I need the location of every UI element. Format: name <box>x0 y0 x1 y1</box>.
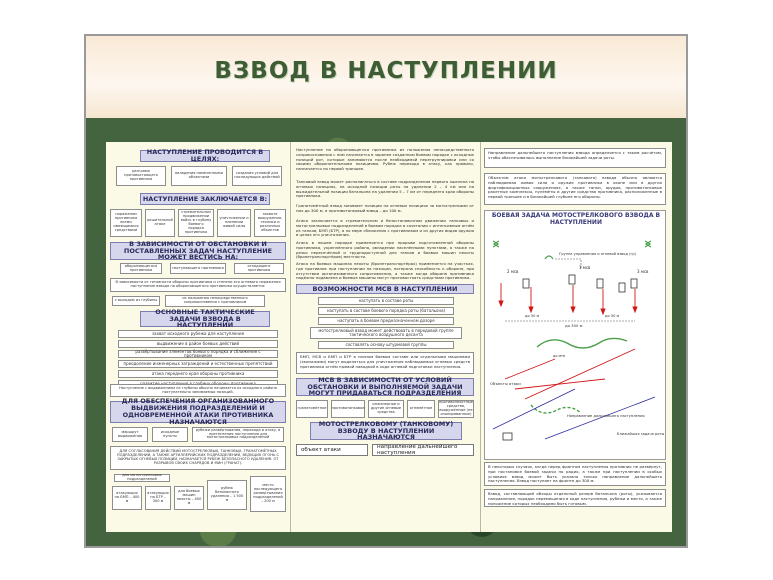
paragraph: Объектом атаки мотострелкового (танкового) взвода обычно являются наблюдаемая живая сила и оружие противника в окопе или в других фортификационных сооружениях, а также танки, орудия, противотанковые ракетные комплексы, пулемёты и другие средства противника, расположенные в первой траншее и в ближайшей глубине его обороны. <box>484 173 666 205</box>
paragraph: Атака заключается в стремительном и безостановочном движении танковых и мотострелковых подразделений в боевом порядке в сочетании с интенсивным огнём из танков, БМП (БТР), а по мере сближения с противником и из других видов оружия в целях его уничтожения. <box>296 219 474 238</box>
advance-item: маршрут выдвижения <box>112 427 148 442</box>
advance-note: ДЛЯ СОГЛАСОВАНИЯ ДЕЙСТВИЙ МОТОСТРЕЛКОВЫХ, ТАНКОВЫХ, ГРАНАТОМЁТНЫХ ПОДРАЗДЕЛЕНИЙ, А ТАКЖЕ АРТИЛЛЕРИЙСКИХ ПОДРАЗДЕЛЕНИЙ, ВЕДУЩИХ ОГОНЬ С ЗАКРЫТЫХ ОГНЕВЫХ ПОЗИЦИЙ, НАЗНАЧАЕТСЯ РУБЕЖ БЕЗОПАСНОГО УДАЛЕНИЯ. ОТ РАЗРЫВОВ СВОИХ СНАРЯДОВ И МИН (ГРАНАТ). <box>110 446 286 470</box>
route-lines <box>505 259 635 321</box>
msv-item: наступать в составе боевого порядка роты (батальона) <box>318 307 454 315</box>
next-direction-label: Направление дальнейшего наступления <box>567 414 645 418</box>
route-label: Группа управления и огневой взвод (гр) <box>559 252 637 256</box>
advance-item: рубежи развёртывания, перехода в атаку, в претеснения наступления для мотострелковых подразделений <box>192 427 284 442</box>
essence-item: решительной атаке <box>145 209 175 237</box>
terrain <box>531 338 627 413</box>
task-item: выдвижение в район боевых действий <box>118 340 278 348</box>
assign-item: объект атаки <box>296 444 368 456</box>
near-task-label: Ближайшая задача роты <box>617 432 665 436</box>
essence-item: поражении противника всеми имеющимися средствами <box>110 209 142 237</box>
distance-label: до 50 м <box>525 314 540 318</box>
attach-item: инженерное и другие огневые средства <box>368 400 404 418</box>
attack-arrows <box>499 283 637 314</box>
advance-heading: ДЛЯ ОБЕСПЕЧЕНИЯ ОРГАНИЗОВАННОГО ВЫДВИЖЕНИЯ ПОДРАЗДЕЛЕНИЙ И ОДНОВРЕМЕННОЙ АТАКИ ПРОТИВНИКА НАЗНАЧАЮТСЯ <box>110 401 286 423</box>
paragraph: Взвод, составляющий обходы отдельный резерв батальона (роты), указывается направление, порядок перемещения в ходе наступления, рубежи и место, а также положение которых необходимо быть готовым. <box>484 489 666 507</box>
distances-heading: для мотострелковых подразделений <box>114 474 170 482</box>
distance-item: для боевых машин пехоты – 400 м <box>174 486 204 510</box>
msv-item: наступать в боевом предназначенном дозоре <box>318 317 454 325</box>
paragraph: В некоторых случаях, когда перед фронтом наступления противник не развёрнут, при постановке боевой задачи по радио, а также при наступлении в особых условиях взвод может быть указано только направление дальнейшего наступления. Взвод наступает на фронте до 300 м. <box>484 462 666 486</box>
attach-item: гранатомётное <box>296 400 328 418</box>
goal-item: разгрома противостоящего противника <box>116 166 166 186</box>
conditions-note: В зависимости от готовности обороны противника и степени его огневого поражения наступление взвода на обороняющегося противника осуществляется: <box>110 278 286 292</box>
attach-item: противопехотные средства, вооружённые (не изолированные) <box>438 400 474 418</box>
advance-item: исходные пункты <box>152 427 188 442</box>
distance-item: атакующих на БМП – 400 м <box>112 486 142 510</box>
attach-heading: МСВ В ЗАВИСИМОСТИ ОТ УСЛОВИЙ ОБСТАНОВКИ И ВЫПОЛНЯЕМОЙ ЗАДАЧИ МОГУТ ПРИДАВАТЬСЯ ПОДРАЗДЕЛЕНИЯ <box>296 378 474 396</box>
unit-label: 3 мсв <box>637 269 649 274</box>
paragraph: Наступление на обороняющегося противника из положения непосредственного соприкосновения с ним начинается в заранее созданном боевом порядке с исходных позиций рот, которые занимаются после необходимой перегруппировки или со своими оборонительными позициями. Рубеж перехода в атаку, как правило, назначается по первой траншее. <box>296 148 474 172</box>
distance-item: атакующих на БТР – 300 м <box>145 486 171 510</box>
task-item: захват исходного рубежа для наступления <box>118 330 278 338</box>
essence-heading: НАСТУПЛЕНИЕ ЗАКЛЮЧАЕТСЯ В: <box>140 193 270 205</box>
msv-item: составлять основу штурмовой группы <box>318 341 454 349</box>
paragraph: Гранатомётный взвод занимает позиции на огневых позициях за мотострелками от них до 300 м, а противотанковый взвод – до 100 м. <box>296 204 474 213</box>
mode-item: с выходом из глубины <box>112 296 160 306</box>
distance-label: до 50 м <box>605 314 620 318</box>
msv-item: наступать в составе роты <box>318 297 454 305</box>
tasks-heading: ОСНОВНЫЕ ТАКТИЧЕСКИЕ ЗАДАЧИ ВЗВОДА В НАСТУПЛЕНИИ <box>140 311 270 327</box>
condition-item: отходящего противника <box>234 263 284 274</box>
unit-symbols <box>523 275 637 292</box>
paragraph: Танковый взвод может располагаться в составе подразделения первого эшелона на огневых позициях, на исходной позиции роты на удалении 2 – 4 км или на выжидательной позиции батальона на удалении 5 – 7 км от переднего края обороны противника. <box>296 180 474 199</box>
goal-item: овладения намеченными объектами <box>171 166 227 186</box>
essence-item: захвате вооружения, техники и различных объектов <box>254 209 286 237</box>
assign-heading: МОТОСТРЕЛКОВОМУ (ТАНКОВОМУ) ВЗВОДУ В НАСТУПЛЕНИИ НАЗНАЧАЮТСЯ <box>310 422 462 440</box>
platoon-symbol <box>503 433 512 440</box>
goals-heading: НАСТУПЛЕНИЕ ПРОВОДИТСЯ В ЦЕЛЯХ: <box>140 150 270 162</box>
attach-item: огнемётное <box>407 400 435 418</box>
column-divider <box>290 142 291 532</box>
attach-item: противотанковое <box>331 400 365 418</box>
distance-item: рубеж безопасного удаления – 1 500 м <box>207 480 247 510</box>
enemy-label: до мтв <box>553 354 566 358</box>
unit-label: 2 мсв <box>507 269 519 274</box>
diagram-drawing <box>485 229 667 459</box>
target-label: Объекты атаки <box>490 381 521 386</box>
distance-item: место последующего развертывания подразделений – 200 м <box>250 476 286 512</box>
task-item: атака переднего края обороны противника <box>118 370 278 378</box>
essence-item: уничтожении и пленении живой силы <box>217 209 251 237</box>
conditions-heading: В ЗАВИСИМОСТИ ОТ ОБСТАНОВКИ И ПОСТАВЛЕННЫХ ЗАДАЧ НАСТУПЛЕНИЕ МОЖЕТ ВЕСТИСЬ НА: <box>110 242 286 260</box>
enemy-marks <box>493 241 651 259</box>
mode-item: из положения непосредственного соприкосновения с противником <box>165 295 265 307</box>
paragraph: Атака на боевых машинах пехоты (бронетранспортёрах) применяется на участках, где противник при наступлении на позиции, потеряла способность к обороне, при отсутствии организованного сопротивления, а также когда оборона противника надёжно подавлена и боевые машины могут противостоять средствам противника. <box>296 262 474 281</box>
unit-label: 1 мсв <box>579 265 591 270</box>
task-item: преодоление инженерных заграждений и естественных препятствий <box>118 360 278 368</box>
msv-heading: ВОЗМОЖНОСТИ МСВ В НАСТУПЛЕНИИ <box>296 284 474 294</box>
goal-item: создания условий для последующих действий <box>232 166 282 186</box>
tasks-note: Наступление с выдвижением из глубины обычно начинается из исходного района поступательно занимаемых позиций. <box>110 384 286 397</box>
column-divider <box>480 142 481 532</box>
condition-item: наступающего противника <box>170 263 226 274</box>
paragraph: Атака в пешем порядке применяется при прорыве подготовленной обороны противника, укреплённого района, овладении населёнными пунктами, а также на резко пересечённой и труднодоступной для танков и боевых машин пехоты (бронетранспортёров) местности. <box>296 241 474 260</box>
msv-item: мотострелковый взвод может действовать в передовой группе тактического воздушного десанта <box>310 327 462 339</box>
diagram-title: БОЕВАЯ ЗАДАЧА МОТОСТРЕЛКОВОГО ВЗВОДА В НАСТУПЛЕНИИ <box>491 212 661 226</box>
stand-title: ВЗВОД В НАСТУПЛЕНИИ <box>214 58 558 84</box>
assign-item: направление дальнейшего наступления <box>372 444 474 456</box>
task-item: развёртывание элементов боевого порядка и сближение с противником <box>118 350 278 358</box>
condition-item: обороняющегося противника <box>120 263 162 274</box>
combat-task-diagram <box>484 210 666 460</box>
essence-item: стремительном продвижении войск в глубину боевого порядка противника <box>178 209 214 237</box>
paragraph: Направление дальнейшего наступления взвода определяется с таким расчётом, чтобы обеспечивалось выполнение ближайшей задачи роты. <box>484 148 666 168</box>
front-label: до 300 м <box>565 323 583 328</box>
paragraph: БМП, МСВ и БМП и БТР в полном боевом составе или отдельными машинами (экипажами) могут выделяться для уничтожения наблюдаемых огневых средств противника огнём прямой наводкой в ходе огневой подготовки наступления. <box>296 352 474 374</box>
